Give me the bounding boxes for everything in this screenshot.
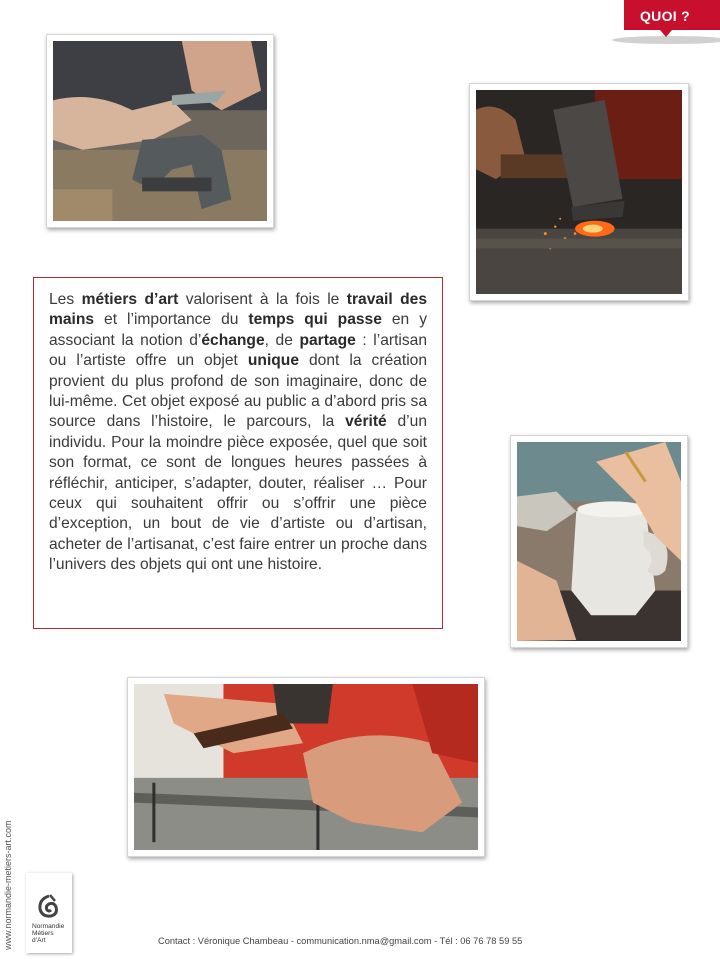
contact-line: Contact : Véronique Chambeau - communication.nma@gmail.com - Tél : 06 76 78 59 55 (158, 936, 523, 946)
normandie-logo-icon (35, 893, 63, 921)
body-text: et l’importance du (94, 311, 249, 329)
body-text: , de (264, 331, 300, 349)
emphasis-text: travail des mains (49, 291, 428, 329)
emphasis-text: temps qui passe (248, 311, 382, 329)
description-paragraph (49, 290, 427, 576)
emphasis-text: vérité (345, 413, 387, 431)
stained-glass-hammer-photo-icon (134, 684, 478, 850)
blacksmith-hammer-sparks-photo-icon (476, 90, 682, 294)
section-tab (610, 0, 720, 46)
emphasis-text: partage (299, 331, 356, 349)
website-url: www.normandie-metiers-art.com (3, 820, 13, 950)
logo-text: Normandie Métiers d’Art (32, 923, 65, 945)
emphasis-text: métiers d’art (81, 291, 179, 308)
body-text: en y associant la notion d’ (49, 311, 427, 349)
body-text: dont la création provient du plus profond de son imaginaire, donc de lui-même. Cet objet exposé au public a d’abord pris sa source dans l’histoire, le parcours, la (49, 352, 427, 431)
body-text: Les (49, 291, 82, 308)
photo-blacksmith (469, 83, 689, 301)
ceramic-mug-painting-photo-icon (517, 442, 681, 641)
emphasis-text: échange (201, 331, 265, 349)
tab-label: QUOI ? (639, 8, 691, 24)
hands-metalwork-photo-icon (53, 41, 267, 221)
body-text: valorisent à la fois le (178, 291, 347, 308)
body-text: : l’artisan ou l’artiste offre un objet (49, 331, 428, 370)
photo-stained-glass (127, 677, 485, 857)
emphasis-text: unique (247, 352, 299, 370)
body-text: d’un individu. Pour la moindre pièce exposée, quel que soit son format, ce sont de longues heures passées à réfléchir, anticiper, s’adapter, douter, réaliser … Pour ceux qui souhaitent offrir ou s’offrir une pièce d’exception, un bout de vie d’artiste ou d’artisan, acheter de l’artisanat, c’est faire entrer un proche dans l’univers des objets qui ont une histoire. (49, 413, 427, 574)
photo-ceramic-mug (510, 435, 688, 648)
description-text-box (33, 277, 443, 629)
logo-card (26, 873, 72, 953)
photo-metalwork-hands (46, 34, 274, 228)
